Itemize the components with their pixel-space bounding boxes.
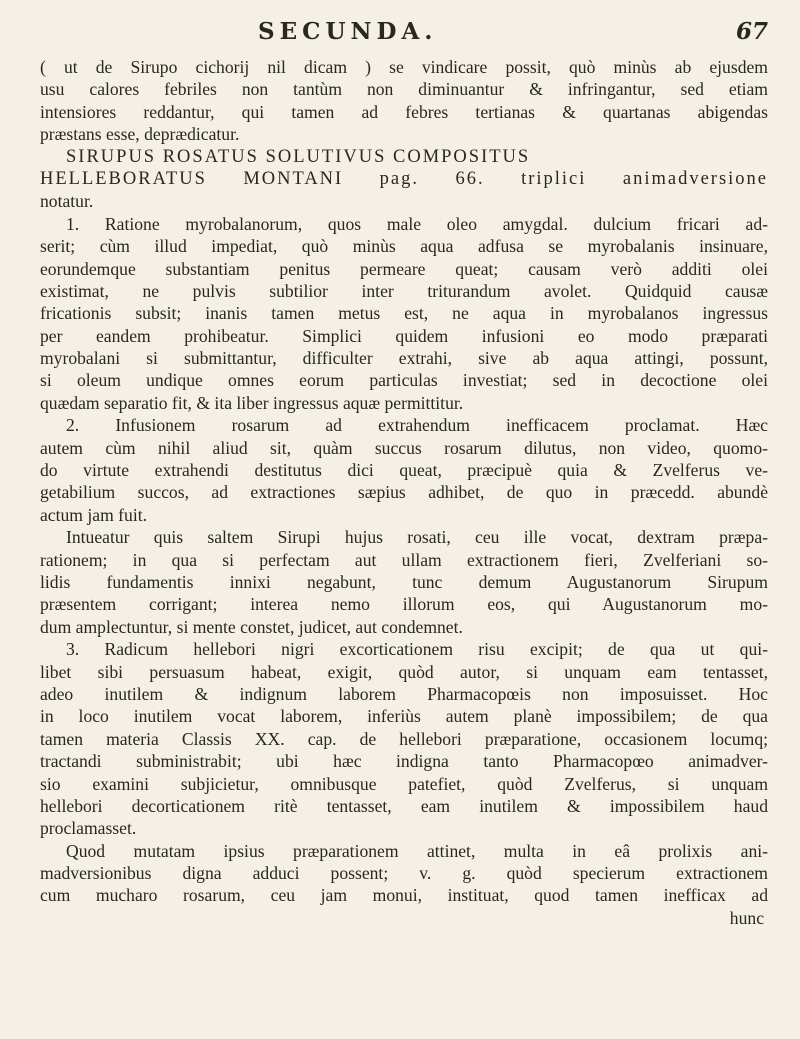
text-line: si oleum undique omnes eorum particulas investiat; sed in decoctione olei [40, 370, 768, 391]
text-line: SIRUPUS ROSATUS SOLUTIVUS COMPOSITUS [66, 146, 531, 167]
page-number: 67 [736, 18, 769, 45]
text-line: intensiores reddantur, qui tamen ad febres tertianas & quartanas abigendas [40, 101, 768, 122]
text-line: existimat, ne pulvis subtilior inter triturandum avolet. Quidquid causæ [40, 280, 768, 301]
text-line: præsentem corrigant; interea nemo illorum eos, qui Augustanorum mo- [40, 594, 768, 615]
page-header [0, 18, 800, 52]
text-line: tamen materia Classis XX. cap. de hellebori præparatione, occasionem locumq; [40, 728, 768, 749]
text-line: rationem; in qua si perfectam aut ullam extractionem fieri, Zvelferiani so- [40, 549, 768, 570]
text-line: præstans esse, deprædicatur. [40, 124, 240, 145]
text-line: lidis fundamentis innixi negabunt, tunc demum Augustanorum Sirupum [40, 571, 768, 592]
text-line: hellebori decorticationem ritè tentasset, eam inutilem & impossibilem haud [40, 795, 768, 816]
text-line: ( ut de Sirupo cichorij nil dicam ) se vindicare possit, quò minùs ab ejusdem [40, 57, 768, 77]
running-title: SECUNDA. [258, 18, 438, 45]
text-line: myrobalani si submittantur, difficulter extrahi, sive ab aqua attingi, possunt, [40, 348, 768, 369]
text-line: 2. Infusionem rosarum ad extrahendum inefficacem proclamat. Hæc [66, 415, 768, 436]
text-line: madversionibus digna adduci possent; v. g. quòd specierum extractionem [40, 863, 768, 884]
text-line: in loco inutilem vocat laborem, inferiùs autem planè impossibilem; de qua [40, 706, 768, 727]
text-line: hunc [729, 907, 764, 928]
text-line: cum mucharo rosarum, ceu jam monui, instituat, quod tamen inefficax ad [40, 885, 768, 906]
text-line: serit; cùm illud impediat, quò minùs aqua adfusa se myrobalanis insinuare, [40, 236, 768, 257]
text-line: proclamasset. [40, 818, 137, 839]
text-line: eorundemque substantiam penitus permeare queat; causam verò additi olei [40, 258, 768, 279]
text-line: Quod mutatam ipsius præparationem attinet, multa in eâ prolixis ani- [66, 840, 768, 861]
text-line: usu calores febriles non tantùm non diminuantur & infringantur, sed etiam [40, 79, 768, 100]
text-line: actum jam fuit. [40, 504, 147, 525]
text-line: adeo inutilem & indignum laborem Pharmacopœis non imposuisset. Hoc [40, 683, 768, 704]
text-line: sio examini subjicietur, omnibusque patefiet, quòd Zvelferus, si unquam [40, 773, 768, 794]
text-line: libet sibi persuasum habeat, exigit, quòd autor, si unquam eam tentasset, [40, 661, 768, 682]
text-line: notatur. [40, 191, 94, 212]
text-line: tractandi subministrabit; ubi hæc indigna tanto Pharmacopœo animadver- [40, 751, 768, 772]
text-line: 1. Ratione myrobalanorum, quos male oleo amygdal. dulcium fricari ad- [66, 213, 768, 234]
text-line: fricationis subsit; inanis tamen metus est, ne aqua in myrobalanos ingressus [40, 303, 768, 324]
text-line: getabilium succos, ad extractiones sæpius adhibet, de quo in præcedd. abundè [40, 482, 768, 503]
text-line: Intueatur quis saltem Sirupi hujus rosati, ceu ille vocat, dextram præpa- [66, 527, 768, 548]
text-line: autem cùm nihil aliud sit, quàm succus rosarum dilutus, non video, quomo- [40, 437, 768, 458]
body-text [40, 56, 768, 929]
text-line: per eandem prohibeatur. Simplici quidem infusioni eo modo præparati [40, 325, 768, 346]
text-line: 3. Radicum hellebori nigri excorticationem risu excipit; de qua ut qui- [66, 639, 768, 660]
text-line: HELLEBORATUS MONTANI pag. 66. triplici animadversione [40, 168, 768, 189]
text-line: quædam separatio fit, & ita liber ingressus aquæ permittitur. [40, 392, 464, 413]
text-line: dum amplectuntur, si mente constet, judicet, aut condemnet. [40, 616, 463, 637]
text-line: do virtute extrahendi destitutus dici queat, præcipuè quia & Zvelferus ve- [40, 460, 768, 481]
